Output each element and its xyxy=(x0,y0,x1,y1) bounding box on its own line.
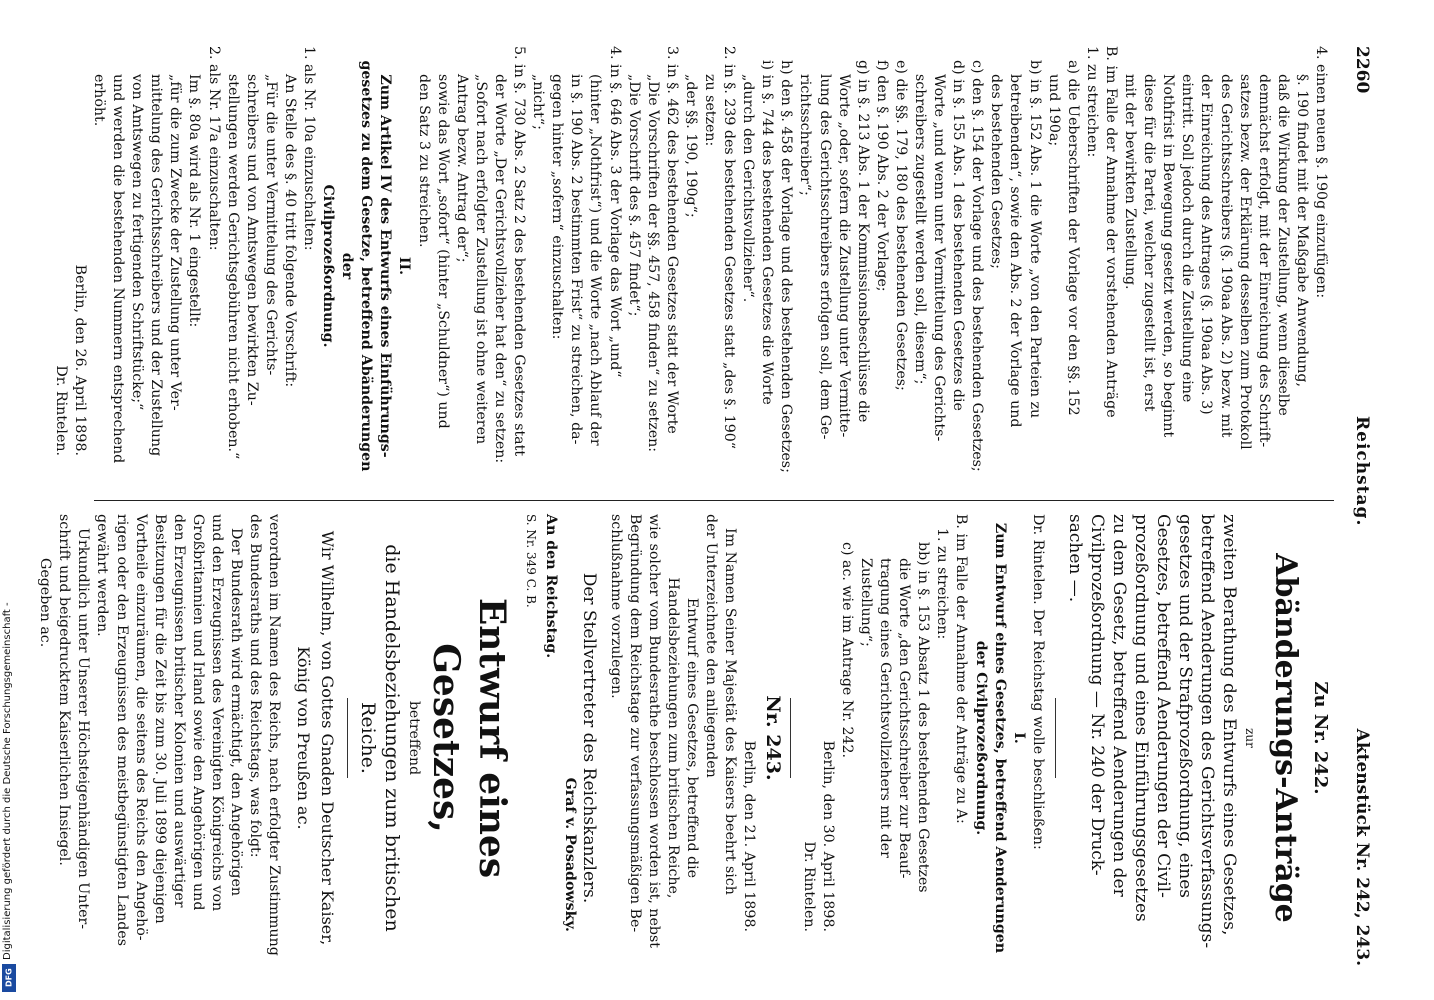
text-line: Civilprozeßordnung — Nr. 240 der Druck- xyxy=(1086,514,1107,876)
text-line: 1. zu streichen: xyxy=(1083,46,1100,158)
amendment-zur: zur xyxy=(1242,728,1257,748)
text-line: c) den §. 154 der Vorlage und des bestehenden Gesetzes; xyxy=(969,60,986,472)
text-line: g) in §. 213 Abs. 1 der Kommissionsbeschlüsse die xyxy=(854,60,871,423)
addressee: An den Reichstag. xyxy=(542,514,559,659)
footer-text: Digitalisierung gefördert durch die Deutsche Forschungsgemeinschaft - xyxy=(2,602,13,960)
text-line: Großbritannien und Irland sowie den Angehörigen und xyxy=(189,514,206,911)
text-line: (hinter „Nothfrist“) und die Worte „nach Ablauf der xyxy=(587,74,604,446)
left-column xyxy=(51,46,1330,486)
text-line: Im §. 80a wird als Nr. 1 eingestellt: xyxy=(186,74,203,328)
text-line: Berlin, den 30. April 1898. xyxy=(819,740,836,932)
rotated-document-page xyxy=(37,8,1400,998)
text-line: der Civilprozeßordnung. xyxy=(972,640,989,836)
amendment-title: Abänderungs-Anträge xyxy=(1267,553,1303,923)
text-line: der Worte „Der Gerichtsvollzieher hat den“ zu setzen: xyxy=(491,74,508,464)
text-line: schreibers und von Amtswegen bewirkten Zu- xyxy=(243,74,260,406)
text-line: zu dem Gesetz, betreffend Aenderungen der xyxy=(1108,514,1129,897)
text-line: Nothfrist in Bewegung gesetzt werden, so beginnt xyxy=(1160,74,1177,438)
text-line: Handelsbeziehungen zum britischen Reiche, xyxy=(665,577,682,899)
text-line: schreibers zugestellt werden soll, diesem“; xyxy=(912,74,929,385)
text-line: Berlin, den 26. April 1898. xyxy=(71,264,88,456)
text-line: den Satz 3 zu streichen. xyxy=(415,74,432,248)
spacer xyxy=(283,514,291,962)
text-line: in §. 190 Abs. 2 bestimmten Frist“ zu streichen, da- xyxy=(568,74,585,445)
text-line: II. xyxy=(396,256,413,276)
text-line: Gesetzes, betreffend Aenderungen der Civil- xyxy=(1152,514,1173,898)
text-line: von Amtswegen zu fertigenden Schriftstücke;“ xyxy=(129,74,146,411)
text-line: B. im Falle der Annahme der Anträge zu A: xyxy=(953,514,970,824)
text-line: und werden die bestehenden Nummern entsprechend xyxy=(110,74,127,464)
text-line: Urkundlich unter Unserer Höchsteigenhändigen Unter- xyxy=(75,528,92,930)
text-line: des Bundesraths und des Reichstags, was folgt: xyxy=(247,514,264,858)
text-line: richtsschreiber“; xyxy=(797,74,814,196)
law-name: die Handelsbeziehungen zum britischen Reiche. xyxy=(357,544,404,932)
text-line: Zustellung“; xyxy=(857,558,874,647)
text-line: die Worte „den Gerichtsschreiber zur Beauf- xyxy=(896,558,913,879)
text-line: Zum Entwurf eines Gesetzes, betreffend Aenderungen xyxy=(991,522,1008,954)
text-line: erhöht. xyxy=(91,74,107,127)
text-line: mittelung des Gerichtsschreibers und der Zustellung xyxy=(148,74,165,457)
text-line: Civilprozeßordnung. xyxy=(320,184,337,348)
law-betreffend: betreffend xyxy=(406,700,423,776)
text-line: Besitzungen für die Zeit bis zum 30. Juli 1899 diejenigen xyxy=(151,514,168,924)
text-line: Gegeben ac. xyxy=(37,558,54,648)
text-line: schlußnahme vorzulegen. xyxy=(607,514,624,699)
text-line: rigen oder den Erzeugnissen des meistbegünstigten Landes xyxy=(113,514,130,946)
spacer xyxy=(598,514,606,962)
text-line: des Gerichtsschreibers (§. 190aa Abs. 2) bezw. mit xyxy=(1217,74,1234,438)
text-line: 1. zu streichen: xyxy=(934,528,951,640)
nr243-text xyxy=(606,514,740,962)
text-line: verordnen im Namen des Reichs, nach erfolgter Zustimmung xyxy=(266,514,283,956)
text-line: betreffend Aenderungen des Gerichtsverfassungs- xyxy=(1196,514,1217,949)
text-line: gegen hinter „sofern“ einzuschalten: xyxy=(549,74,566,340)
text-line: 4. einen neuen §. 190g einzufügen: xyxy=(1313,46,1329,299)
text-line: i) in §. 744 des bestehenden Gesetzes die Worte xyxy=(759,60,776,405)
text-line: Der Bundesrath wird ermächtigt, den Angehörigen xyxy=(228,528,245,896)
text-line: Worte „oder, sofern die Zustellung unter Vermitte- xyxy=(835,74,852,438)
text-line: sachen —. xyxy=(1064,514,1085,603)
column-divider xyxy=(94,500,1334,501)
text-line: „für die zum Zwecke der Zustellung unter Ver- xyxy=(167,74,184,411)
text-line: bb) in §. 153 Absatz 1 des bestehenden Gesetzes xyxy=(915,542,932,893)
text-line: „Sofort nach erfolgter Zustellung ist ohne weiteren xyxy=(472,74,489,445)
text-line: gewährt werden. xyxy=(94,514,111,637)
dfg-logo: DFG xyxy=(2,964,16,992)
text-line: Im Namen Seiner Majestät des Kaisers beehrt sich xyxy=(722,528,739,895)
text-line: zweiten Berathung des Entwurfs eines Gesetzes, xyxy=(1218,514,1239,936)
text-line: Dr. Rintelen. xyxy=(800,841,817,932)
text-line: König von Preußen ac. xyxy=(294,646,314,830)
nr243-heading: Nr. 243. xyxy=(761,695,784,781)
text-line: „Die Vorschrift des §. 457 findet“; xyxy=(625,74,642,317)
text-line: satzes bezw. der Erklärung desselben zum Protokoll xyxy=(1236,74,1253,450)
text-line: „Die Vorschriften der §§. 457, 458 finden“ zu setzen: xyxy=(644,74,661,453)
text-line: Zum Artikel IV des Entwurfs eines Einführungs- xyxy=(377,74,394,458)
right-column xyxy=(35,514,1330,962)
rule xyxy=(790,698,791,778)
text-line: und 190a; xyxy=(1045,74,1062,147)
text-line: der Unterzeichnete den anliegenden xyxy=(703,514,720,778)
text-line: d) in §. 155 Abs. 1 des bestehenden Gesetzes die xyxy=(950,60,967,411)
text-line: gesetzes und der Strafprozeßordnung, eines xyxy=(1174,514,1195,899)
text-line: Worte „und wenn unter Vermittelung des Gerichts- xyxy=(931,74,948,442)
text-line: 4. in §. 646 Abs. 3 der Vorlage das Wort „und“ xyxy=(606,46,623,378)
text-line: 5. in §. 730 Abs. 2 Satz 2 des bestehenden Gesetzes statt xyxy=(511,46,528,457)
text-line: diese für die Partei, welcher zugestellt ist, erst xyxy=(1141,74,1158,412)
text-line: des bestehenden Gesetzes; xyxy=(988,74,1005,269)
text-line: a) die Ueberschriften der Vorlage vor den §§. 152 xyxy=(1064,60,1081,416)
text-line: „durch den Gerichtsvollzieher“. xyxy=(740,74,757,303)
text-line: sowie das Wort „sofort“ (hinter „Schuldner“) und xyxy=(434,74,451,429)
deputy-name: Graf v. Posadowsky. xyxy=(561,777,578,932)
text-line: und den Erzeugnissen des Vereinigten Königreichs von xyxy=(209,514,225,912)
text-line: Begründung dem Reichstage zur verfassungsmäßigen Be- xyxy=(626,514,643,933)
text-line: c) ac. wie im Antrage Nr. 242. xyxy=(838,542,855,759)
text-line: 2. in §. 239 des bestehenden Gesetzes statt „des §. 190“ xyxy=(721,46,738,450)
text-line: prozeßordnung und eines Einführungsgesetzes xyxy=(1130,514,1151,922)
text-line: I. xyxy=(1010,732,1027,744)
text-line: eintritt. Soll jedoch durch die Zustellung eine xyxy=(1179,74,1196,403)
text-line: 2. als Nr. 17a einzuschalten: xyxy=(205,46,222,251)
document-ref: S. Nr. 349 C. B. xyxy=(524,514,539,608)
text-line: Vortheile einzuräumen, die seitens des Reichs den Angehö- xyxy=(132,514,149,941)
text-line: B. im Falle der Annahme der vorstehenden Anträge xyxy=(1102,46,1119,418)
text-line: Entwurf eines Gesetzes, betreffend die xyxy=(684,597,701,879)
text-line: e) die §§. 179, 180 des bestehenden Gesetzes; xyxy=(892,60,909,391)
page-number: 2260 xyxy=(1352,46,1372,94)
digitization-footer xyxy=(0,0,30,1000)
text-line: Dr. Rintelen. Der Reichstag wolle beschließen: xyxy=(1029,514,1046,850)
text-line: tragung eines Gerichtsvollziehers mit der xyxy=(877,558,894,858)
rule xyxy=(347,698,348,778)
text-line: Dr. Rintelen. xyxy=(52,365,69,456)
amendment-ref: Zu Nr. 242. xyxy=(1310,681,1331,795)
text-line: zu setzen: xyxy=(702,74,718,147)
text-line: h) den §. 458 der Vorlage und des bestehenden Gesetzes; xyxy=(778,60,795,473)
header-document-ref: Aktenstück Nr. 242, 243. xyxy=(1352,728,1372,966)
text-line: den Erzeugnissen britischer Kolonien und auswärtiger xyxy=(170,514,187,908)
text-line: lung des Gerichtsschreibers erfolgen soll, dem Ge- xyxy=(816,74,833,440)
text-line: stellungen werden Gerichtsgebühren nicht erhoben.“ xyxy=(224,74,241,460)
deputy-title: Der Stellvertreter des Reichskanzlers. xyxy=(578,572,599,904)
text-line: der Einreichung des Antrages (§. 190aa Abs. 3) xyxy=(1198,74,1215,415)
text-line: gesetzes zu dem Gesetze, betreffend Abänderungen der xyxy=(339,60,375,472)
text-line: „nicht“; xyxy=(530,74,547,130)
text-line: Wir Wilhelm, von Gottes Gnaden Deutscher Kaiser, xyxy=(318,530,338,946)
text-line: f) den §. 190 Abs. 2 der Vorlage; xyxy=(873,60,890,292)
motion-block xyxy=(799,514,1047,962)
text-line: Antrag bezw. Antrag der“; xyxy=(453,74,470,263)
nr243-date: Berlin, den 21. April 1898. xyxy=(741,740,758,932)
page-header xyxy=(1344,46,1372,966)
header-title: Reichstag. xyxy=(1352,416,1372,527)
text-line: wie solcher vom Bundesrathe beschlossen worden ist, nebst xyxy=(646,514,663,948)
emperor-block xyxy=(291,514,339,962)
text-line: betreibenden“, sowie den Abs. 2 der Vorlage und xyxy=(1007,74,1024,428)
text-line: 3. in §. 462 des bestehenden Gesetzes statt der Worte xyxy=(663,46,680,434)
text-line: demnächst erfolgt, mit der Einreichung des Schrift- xyxy=(1255,74,1272,448)
text-line: An Stelle des §. 40 tritt folgende Vorschrift: xyxy=(281,74,298,388)
law-title: Entwurf eines Gesetzes, xyxy=(425,597,514,879)
text-line: mit der bewirkten Zustellung. xyxy=(1122,74,1139,290)
text-line: daß die Wirkung der Zustellung, wenn dieselbe xyxy=(1274,74,1291,416)
text-line: §. 190 findet mit der Maßgabe Anwendung, xyxy=(1293,74,1310,387)
text-line: 1. als Nr. 10a einzuschalten: xyxy=(301,46,318,251)
rule xyxy=(1055,698,1056,778)
text-line: b) in §. 152 Abs. 1 die Worte „von den Parteien zu xyxy=(1026,60,1043,419)
law-body xyxy=(35,514,283,962)
text-line: „Für die unter Vermittelung des Gerichts- xyxy=(262,74,279,376)
text-line: schrift und beigedrucktem Kaiserlichen Insiegel. xyxy=(56,514,73,866)
text-line: „der §§. 190, 190g“; xyxy=(682,74,699,218)
amendment-intro xyxy=(1064,514,1240,962)
